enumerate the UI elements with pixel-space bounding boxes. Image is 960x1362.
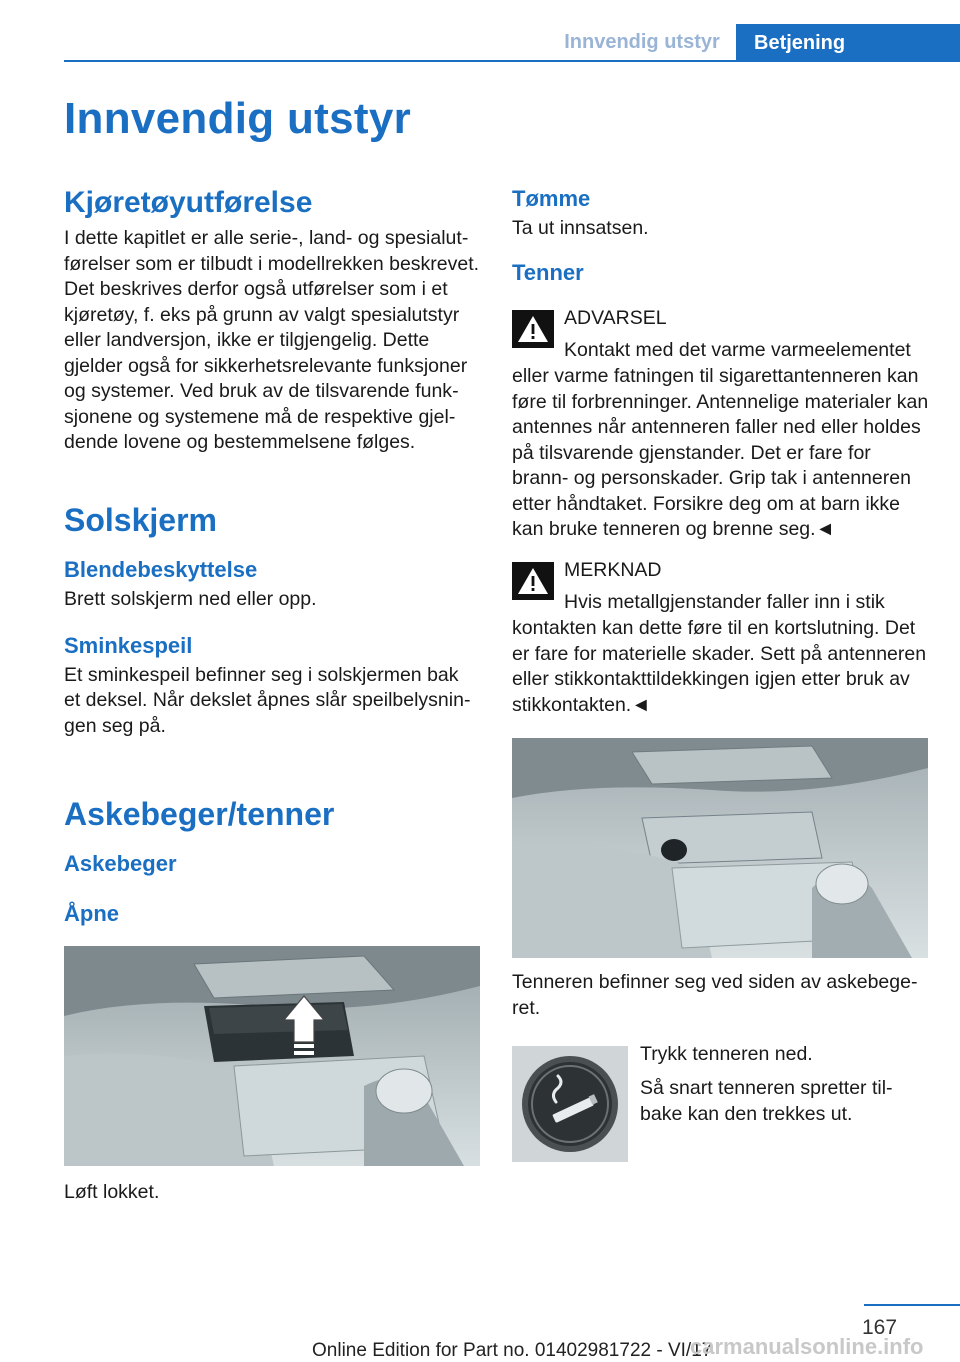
paragraph-pop-out: Så snart tenneren spretter tilbake kan den trekkes ut. [640,1077,893,1125]
left-column-top [64,186,480,456]
page-title: Innvendig utstyr [64,94,412,143]
cigarette-lighter-icon [512,1046,628,1162]
heading-empty: Tømme [512,186,591,211]
heading-lighter: Tenner [512,259,584,285]
paragraph-lift-lid: Løft lokket. [64,1181,160,1203]
left-column-sunvisor [64,502,480,739]
warning-body-advarsel: eller varme fatningen til sigarettantenneren kan føre til forbrenninger. Antennelige materialer kan antennes når antenneren faller ned eller holdes på tilsvarende gjenstander. Det er fare for brann- og personskader. Grip tak i antenneren etter håndtaket. Forsikre deg om at barn ikke kan bruke tenneren og brenne seg.◄ [512,365,929,540]
warning-triangle-icon [512,310,554,348]
header-active-tab[interactable]: Betjening [736,24,960,62]
paragraph-lighter-location: Tenneren befinner seg ved siden av askebegeret. [512,971,918,1019]
heading-vanity-mirror: Sminkespeil [64,632,193,658]
header-section-tab[interactable]: Innvendig utstyr [564,31,720,53]
notice-title-merknad: MERKNAD [564,559,662,581]
right-column-empty [512,186,928,286]
heading-vehicle-version: Kjøretøyutførelse [64,186,313,219]
heading-sun-visor: Solskjerm [64,502,217,538]
paragraph-press-lighter: Trykk tenneren ned. [640,1043,813,1065]
notice-triangle-icon [512,562,554,600]
heading-glare-protection: Blendebeskyttelse [64,557,258,582]
watermark: carmanualsonline.info [690,1334,924,1359]
heading-open: Åpne [64,901,119,926]
footer-edition: Online Edition for Part no. 01402981722 - VI/17 [312,1340,713,1361]
ashtray-lighter-photo [512,738,928,958]
warning-first-line: Kontakt med det varme varmeelementet [564,339,911,361]
paragraph-vehicle-version: I dette kapitlet er alle serie-, land- og spesialutførelser som er tilbudt i modellrekken beskrevet. Det beskrives derfor også utførelser som i et kjøretøy, f. eks på grunn av valgt spesialutstyr eller landversjon, ikke er tilgjengelig. Dette gjelder også for sikkerhetsrelevante funksjoner og systemer. Ved bruk av de tilsvarende funksjonene og systemene må de respektive gjeldende lovene og bestemmelsene følges. [64,227,480,453]
left-column-ashtray [64,796,480,927]
paragraph-vanity-mirror: Et sminkespeil befinner seg i solskjermen bak et deksel. Når dekslet åpnes slår speilbelysningen seg på. [64,663,471,737]
ashtray-open-photo [64,946,480,1166]
warning-title-advarsel: ADVARSEL [564,307,667,329]
notice-body-merknad: kontakten kan dette føre til en kortslutning. Det er fare for materielle skader. Sett på antenneren eller stikkontakttildekkingen igjen etter bruk av stikkontakten.◄ [512,617,927,716]
footer-rule [864,1304,960,1306]
page-number: 167 [862,1316,898,1339]
heading-ashtray-lighter: Askebeger/tenner [64,796,335,832]
paragraph-glare: Brett solskjerm ned eller opp. [64,588,317,610]
paragraph-empty: Ta ut innsatsen. [512,217,649,239]
header-rule [64,60,960,62]
notice-first-line: Hvis metallgjenstander faller inn i stik [564,591,885,613]
heading-ashtray: Askebeger [64,851,177,876]
